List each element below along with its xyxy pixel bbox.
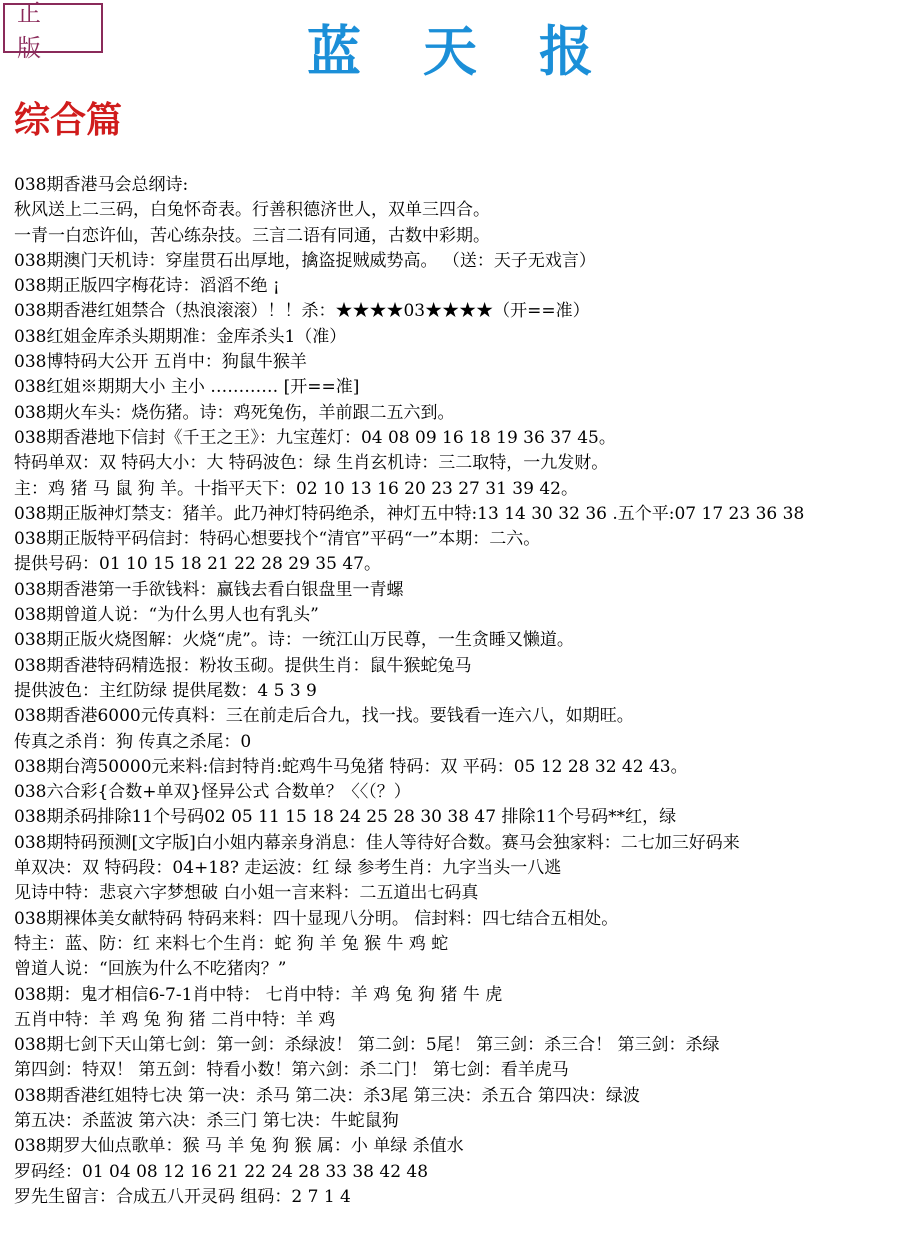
text-line: 038期香港马会总纲诗:	[14, 175, 189, 195]
text-line: 传真之杀肖：狗 传真之杀尾：0	[14, 731, 252, 752]
text-line: 038期正版特平码信封：特码心想要找个“清官”平码“一”本期：二六。	[14, 529, 541, 550]
page-title: 蓝天报	[307, 20, 655, 83]
text-line: 038期香港6000元传真料：三在前走后合九，找一找。要钱看一连六八，如期旺。	[14, 706, 634, 727]
text-line: 特码单双：双 特码大小：大 特码波色：绿 生肖玄机诗：三二取特，一九发财。	[14, 453, 609, 474]
text-line: 038期罗大仙点歌单：猴 马 羊 兔 狗 猴 属：小 单绿 杀值水	[14, 1136, 464, 1157]
text-line: 038期正版四字梅花诗：滔滔不绝 ¡	[14, 276, 280, 297]
text-line: 038期香港特码精选报：粉妆玉砌。提供生肖：鼠牛猴蛇兔马	[14, 655, 472, 676]
text-line: 038博特码大公开 五肖中：狗鼠牛猴羊	[14, 352, 307, 373]
text-line: 曾道人说：“回族为什么不吃猪肉？”	[14, 959, 287, 980]
text-line: 见诗中特：悲哀六字梦想破 白小姐一言来料：二五道出七码真	[14, 883, 479, 904]
text-line: 038期香港红姐特七决 第一决：杀马 第二决：杀3尾 第三决：杀五合 第四决：绿波	[14, 1085, 640, 1106]
section-heading: 综合篇	[14, 99, 123, 141]
edition-badge: 正 版	[3, 3, 103, 53]
text-line: 罗码经：01 04 08 12 16 21 22 24 28 33 38 42 48	[14, 1161, 429, 1182]
text-line: 038期台湾50000元来料:信封特肖:蛇鸡牛马兔猪 特码：双 平码：05 12 28 32 42 43。	[14, 756, 688, 777]
text-line: 提供波色：主红防绿 提供尾数：4 5 3 9	[14, 680, 317, 701]
text-line: 038红姐金库杀头期期准：金库杀头1（准）	[14, 326, 347, 347]
text-line: 038期裸体美女献特码 特码来料：四十显现八分明。 信封料：四七结合五相处。	[14, 908, 619, 929]
text-line: 038期香港红姐禁合（热浪滚滚）！！杀：★★★★03★★★★（开==准）	[14, 301, 590, 322]
text-line: 038期：鬼才相信6-7-1肖中特： 七肖中特：羊 鸡 兔 狗 猪 牛 虎	[14, 984, 503, 1005]
text-line: 单双决：双 特码段：04+18? 走运波：红 绿 参考生肖：九字当头一八逃	[14, 858, 562, 879]
text-line: 第五决：杀蓝波 第六决：杀三门 第七决：牛蛇鼠狗	[14, 1110, 399, 1131]
text-line: 罗先生留言：合成五八开灵码 组码：2 7 1 4	[14, 1186, 351, 1207]
text-line: 038期杀码排除11个号码02 05 11 15 18 24 25 28 30 38 47 排除11个号码**红，绿	[14, 807, 677, 828]
text-line: 038期七剑下天山第七剑：第一剑：杀绿波！ 第二剑：5尾！ 第三剑：杀三合！ 第三剑：杀绿	[14, 1035, 720, 1056]
text-line: 038期香港第一手欲钱料：赢钱去看白银盘里一青螺	[14, 579, 404, 600]
content-lines	[14, 173, 896, 1210]
text-line: 038红姐※期期大小 主小 ………… [开==准]	[14, 377, 360, 398]
text-line: 一青一白恋许仙，苦心练杂技。三言二语有同通，古数中彩期。	[14, 225, 490, 246]
text-line: 038期特码预测[文字版]白小姐内幕亲身消息：佳人等待好合数。赛马会独家料：二七加三好码来	[14, 832, 740, 853]
text-line: 038期曾道人说：“为什么男人也有乳头”	[14, 605, 319, 626]
text-line: 038期火车头：烧伤猪。诗：鸡死兔伤，羊前跟二五六到。	[14, 402, 455, 423]
text-line: 038六合彩{合数+单双}怪异公式 合数单？〈〈（？）	[14, 782, 411, 803]
text-line: 秋风送上二三码，白兔怀奇表。行善积德济世人，双单三四合。	[14, 200, 490, 221]
text-line: 038期澳门天机诗：穿崖贯石出厚地，擒盗捉贼威势高。 （送：天子无戏言）	[14, 250, 596, 271]
text-line: 五肖中特：羊 鸡 兔 狗 猪 二肖中特：羊 鸡	[14, 1009, 336, 1030]
text-line: 038期正版神灯禁支：猪羊。此乃神灯特码绝杀，神灯五中特:13 14 30 32 36 .五个平:07 17 23 36 38	[14, 503, 805, 524]
text-line: 特主：蓝、防：红 来料七个生肖：蛇 狗 羊 兔 猴 牛 鸡 蛇	[14, 933, 449, 954]
text-line: 038期香港地下信封《千王之王》：九宝莲灯：04 08 09 16 18 19 36 37 45。	[14, 427, 616, 448]
text-line: 提供号码：01 10 15 18 21 22 28 29 35 47。	[14, 554, 381, 575]
text-line: 038期正版火烧图解：火烧“虎”。诗：一统江山万民尊，一生贪睡又懒道。	[14, 630, 574, 651]
text-line: 主：鸡 猪 马 鼠 狗 羊。十指平天下：02 10 13 16 20 23 27 31 39 42。	[14, 478, 578, 499]
text-line: 第四剑：特双！ 第五剑：特看小数！第六剑：杀二门！ 第七剑：看羊虎马	[14, 1060, 569, 1081]
